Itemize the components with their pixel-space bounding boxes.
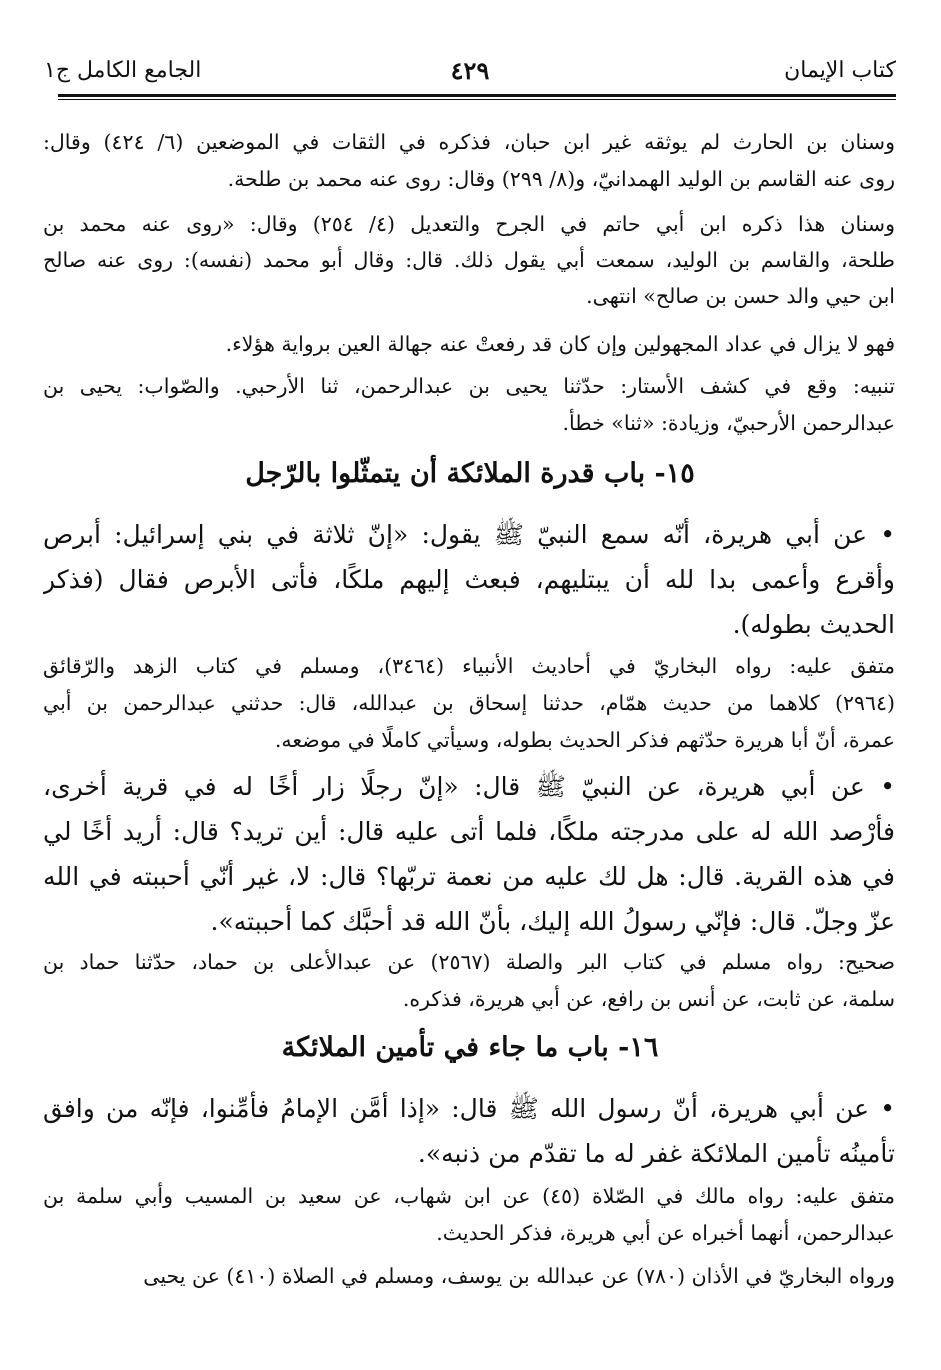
hadith-paragraph-3 bbox=[43, 1086, 895, 1176]
text-line: متفق عليه: رواه البخاريّ في أحاديث الأنبياء (٣٤٦٤)، ومسلم في كتاب الزهد والرّقائق bbox=[43, 654, 895, 678]
text-line: متفق عليه: رواه مالك في الصّلاة (٤٥) عن ابن شهاب، عن سعيد بن المسيب وأبي سلمة بن bbox=[43, 1184, 895, 1208]
text-line: (٢٩٦٤) كلاهما من حديث همّام، حدثنا إسحاق بن عبدالله، قال: حدثني عبدالرحمن بن أبي bbox=[43, 691, 895, 715]
text-line: وسنان هذا ذكره ابن أبي حاتم في الجرح والتعديل (٤/ ٢٥٤) وقال: «روى عنه محمد بن bbox=[43, 212, 895, 236]
footnote-paragraph-2 bbox=[43, 206, 895, 314]
text-line: فأرْصد الله له على مدرجته ملكًا، فلما أتى عليه قال: أين تريد؟ قال: أريد أخًا لي bbox=[43, 817, 895, 846]
chapter-heading-16: ١٦- باب ما جاء في تأمين الملائكة bbox=[281, 1032, 659, 1063]
chapter-heading-15: ١٥- باب قدرة الملائكة أن يتمثّلوا بالرّجل bbox=[245, 458, 695, 489]
text-line: • عن أبي هريرة، أنّ رسول الله ﷺ قال: «إذا أمَّن الإمامُ فأمِّنوا، فإنّه من وافق bbox=[43, 1094, 895, 1123]
text-line: تنبيه: وقع في كشف الأستار: حدّثنا يحيى بن عبدالرحمن، ثنا الأرحبي. والصّواب: يحيى بن bbox=[43, 374, 895, 398]
text-line: • عن أبي هريرة، أنّه سمع النبيّ ﷺ يقول: «إنّ ثلاثة في بني إسرائيل: أبرص bbox=[43, 520, 895, 549]
text-line: ورواه البخاريّ في الأذان (٧٨٠) عن عبدالله بن يوسف، ومسلم في الصلاة (٤١٠) عن يحيى bbox=[143, 1264, 895, 1288]
header-rule-thin bbox=[58, 99, 896, 100]
takhrij-paragraph-2 bbox=[43, 944, 895, 1018]
text-line: عبدالرحمن الأرحبيّ، وزيادة: «ثنا» خطأ. bbox=[562, 411, 895, 435]
running-title-left: الجامع الكامل ج١ bbox=[44, 58, 202, 83]
text-line: سلمة، عن ثابت، عن أنس بن رافع، عن أبي هريرة، فذكره. bbox=[402, 987, 895, 1011]
page-header bbox=[44, 52, 896, 92]
hadith-paragraph-1 bbox=[43, 512, 895, 647]
text-line: تأمينُه تأمين الملائكة غفر له ما تقدّم من ذنبه». bbox=[417, 1139, 895, 1168]
note-paragraph bbox=[43, 368, 895, 442]
text-line: الحديث بطوله). bbox=[732, 610, 895, 639]
footnote-paragraph-1 bbox=[43, 124, 895, 198]
takhrij-paragraph-1 bbox=[43, 648, 895, 759]
text-line: عزّ وجلّ. قال: فإنّي رسولُ الله إليك، بأنّ الله قد أحبَّك كما أحببته». bbox=[210, 907, 895, 936]
header-rule-thick bbox=[58, 94, 896, 97]
text-line: روى عنه القاسم بن الوليد الهمدانيّ، و(٨/ ٢٩٩) وقال: روى عنه محمد بن طلحة. bbox=[227, 167, 895, 191]
page-number: ٤٢٩ bbox=[450, 56, 490, 85]
text-line: فهو لا يزال في عداد المجهولين وإن كان قد رفعتْ عنه جهالة العين برواية هؤلاء. bbox=[225, 332, 895, 356]
text-line: ابن حيي والد حسن بن صالح» انتهى. bbox=[586, 284, 895, 308]
text-line: في هذه القرية. قال: هل لك عليه من نعمة تربّها؟ قال: لا، غير أنّي أحببته في الله bbox=[43, 862, 895, 891]
hadith-paragraph-2 bbox=[43, 764, 895, 944]
footnote-paragraph-3 bbox=[43, 326, 895, 362]
text-line: طلحة، والقاسم بن الوليد، سمعت أبي يقول ذلك. قال: وقال أبو محمد (نفسه): روى عنه صالح bbox=[43, 248, 895, 272]
text-line: • عن أبي هريرة، عن النبيّ ﷺ قال: «إنّ رجلًا زار أخًا له في قرية أخرى، bbox=[43, 772, 895, 801]
text-line: صحيح: رواه مسلم في كتاب البر والصلة (٢٥٦٧) عن عبدالأعلى بن حماد، حدّثنا حماد بن bbox=[43, 950, 895, 974]
text-line: وأقرع وأعمى بدا لله أن يبتليهم، فبعث إليهم ملكًا، فأتى الأبرص فقال (فذكر bbox=[43, 565, 895, 594]
text-line: وسنان بن الحارث لم يوثقه غير ابن حبان، فذكره في الثقات في الموضعين (٦/ ٤٢٤) وقال: bbox=[43, 130, 895, 154]
takhrij-paragraph-4 bbox=[43, 1258, 895, 1295]
running-title-right: كتاب الإيمان bbox=[784, 58, 896, 83]
takhrij-paragraph-3 bbox=[43, 1178, 895, 1252]
text-line: عمرة، أنّ أبا هريرة حدّثهم فذكر الحديث بطوله، وسيأتي كاملًا في موضعه. bbox=[274, 728, 895, 752]
text-line: عبدالرحمن، أنهما أخبراه عن أبي هريرة، فذكر الحديث. bbox=[436, 1221, 895, 1245]
